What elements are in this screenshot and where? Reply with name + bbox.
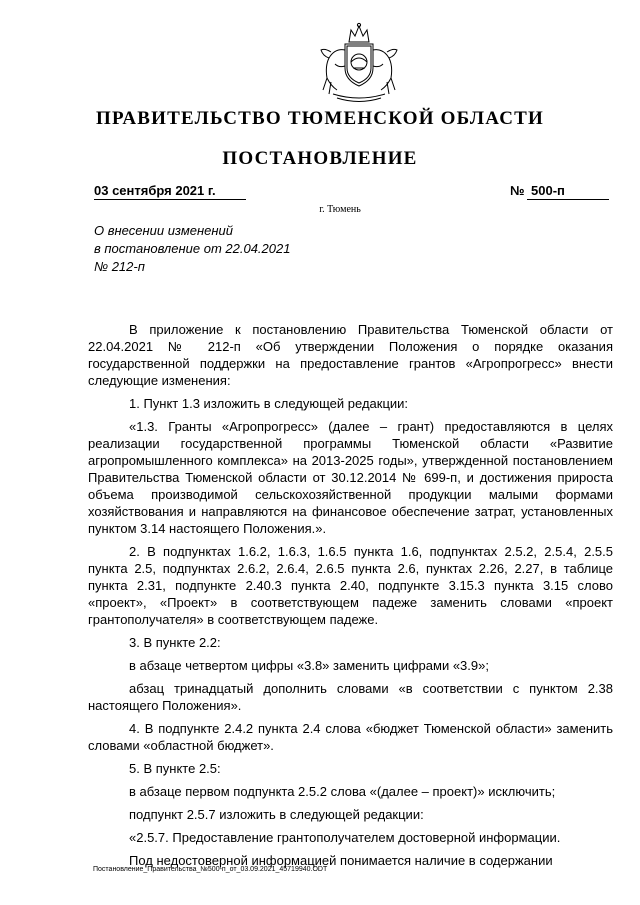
footer-filename: Постановление_Правительства_№500-п_от_03.09.2021_45719940.ODT — [93, 866, 328, 873]
document-date: 03 сентября 2021 г. — [94, 183, 246, 200]
body-paragraph: В приложение к постановлению Правительства Тюменской области от 22.04.2021 № 212-п «Об утверждении Положения о порядке оказания государственной поддержки на предоставление грантов «Агропрогресс» внести следующие изменения: — [88, 322, 613, 388]
document-number: 500-п — [527, 183, 609, 200]
government-title: ПРАВИТЕЛЬСТВО ТЮМЕНСКОЙ ОБЛАСТИ — [95, 108, 545, 129]
number-label: № — [510, 183, 525, 198]
document-body — [88, 321, 613, 875]
city-label: г. Тюмень — [319, 204, 361, 215]
subject-line: О внесении изменений — [94, 223, 233, 238]
body-paragraph: 2. В подпунктах 1.6.2, 1.6.3, 1.6.5 пункта 1.6, подпунктах 2.5.2, 2.5.4, 2.5.5 пункта 2.5, подпунктах 2.6.2, 2.6.4, 2.6.5 пункта 2.6, пунктах 2.26, 2.27, в таблице пункта 2.31, подпункте 2.40.3 пункта 2.40, подпункте 3.15.3 пункта 3.15 слово «проект», «Проект» в соответствующем падеже заменить словами «проект грантополучателя» в соответствующем падеже. — [88, 544, 613, 627]
coat-of-arms-emblem — [315, 20, 403, 106]
body-paragraph: «2.5.7. Предоставление грантополучателем достоверной информации. — [129, 830, 561, 845]
body-paragraph: абзац тринадцатый дополнить словами «в соответствии с пунктом 2.38 настоящего Положения». — [88, 681, 613, 713]
document-subject — [94, 222, 290, 276]
body-paragraph: 3. В пункте 2.2: — [129, 635, 221, 650]
document-type-title: ПОСТАНОВЛЕНИЕ — [222, 148, 418, 169]
subject-line: в постановление от 22.04.2021 — [94, 241, 291, 256]
body-paragraph: в абзаце четвертом цифры «3.8» заменить цифрами «3.9»; — [129, 658, 489, 673]
body-paragraph: 1. Пункт 1.3 изложить в следующей редакции: — [129, 396, 409, 411]
body-paragraph: 5. В пункте 2.5: — [129, 761, 221, 776]
body-paragraph: Под недостоверной информацией понимается наличие в содержании — [129, 853, 553, 868]
body-paragraph: подпункт 2.5.7 изложить в следующей редакции: — [129, 807, 424, 822]
body-paragraph: «1.3. Гранты «Агропрогресс» (далее – грант) предоставляются в целях реализации государственной программы Тюменской области «Развитие агропромышленного комплекса» на 2013-2025 годы», утвержденной постановлением Правительства Тюменской области от 30.12.2014 № 699-п, и достижения прироста объема производимой сельскохозяйственной продукции малыми формами хозяйствования и направляются на финансовое обеспечение затрат, установленных пунктом 3.14 настоящего Положения.». — [88, 419, 613, 536]
subject-line: № 212-п — [94, 259, 145, 274]
body-paragraph: 4. В подпункте 2.4.2 пункта 2.4 слова «бюджет Тюменской области» заменить словами «областной бюджет». — [88, 721, 613, 753]
body-paragraph: в абзаце первом подпункта 2.5.2 слова «(далее – проект)» исключить; — [129, 784, 556, 799]
